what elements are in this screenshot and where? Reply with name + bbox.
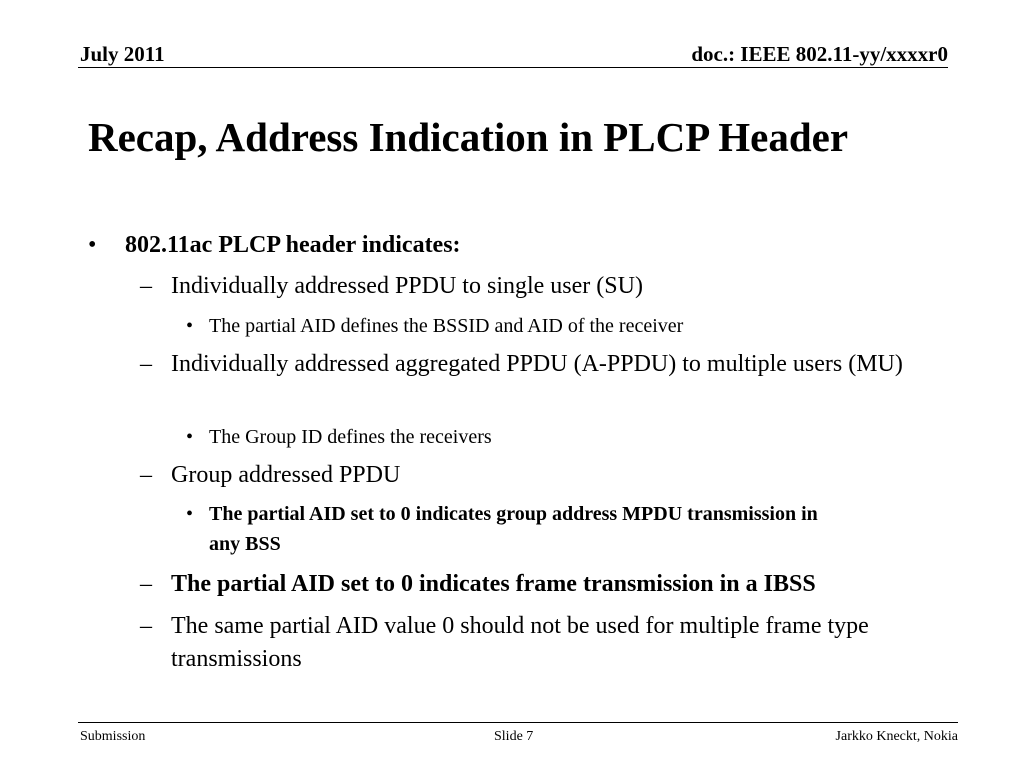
bullet-marker: • <box>186 426 194 448</box>
bullet-marker: • <box>186 315 194 337</box>
slide-title: Recap, Address Indication in PLCP Header <box>88 114 849 160</box>
dash-marker: – <box>140 462 152 488</box>
bullet-text: 802.11ac PLCP header indicates: <box>125 232 461 258</box>
dash-marker: – <box>140 351 152 377</box>
bullet-text: Individually addressed PPDU to single user (SU) <box>171 273 643 299</box>
bullet-text: The partial AID set to 0 indicates group address MPDU transmission in any BSS <box>209 503 818 555</box>
bullet-marker: • <box>88 232 97 258</box>
footer-author: Jarkko Kneckt, Nokia <box>835 729 958 744</box>
dash-marker: – <box>140 273 152 299</box>
footer-slide-number: Slide 7 <box>494 729 534 744</box>
header-doc-id: doc.: IEEE 802.11-yy/xxxxr0 <box>691 42 948 66</box>
footer-submission: Submission <box>80 729 146 744</box>
bullet-marker: • <box>186 503 194 525</box>
dash-marker: – <box>140 613 152 639</box>
bullet-text: The partial AID defines the BSSID and AID of the receiver <box>209 315 684 337</box>
bullet-text: Group addressed PPDU <box>171 462 401 488</box>
header-date: July 2011 <box>80 42 165 66</box>
bullet-text: The same partial AID value 0 should not be used for multiple frame type transmissions <box>171 613 869 672</box>
dash-marker: – <box>140 571 152 597</box>
bullet-text: The Group ID defines the receivers <box>209 426 492 448</box>
footer-divider <box>78 722 958 723</box>
bullet-text: The partial AID set to 0 indicates frame transmission in a IBSS <box>171 571 816 597</box>
bullet-text: Individually addressed aggregated PPDU (A-PPDU) to multiple users (MU) <box>171 351 903 377</box>
